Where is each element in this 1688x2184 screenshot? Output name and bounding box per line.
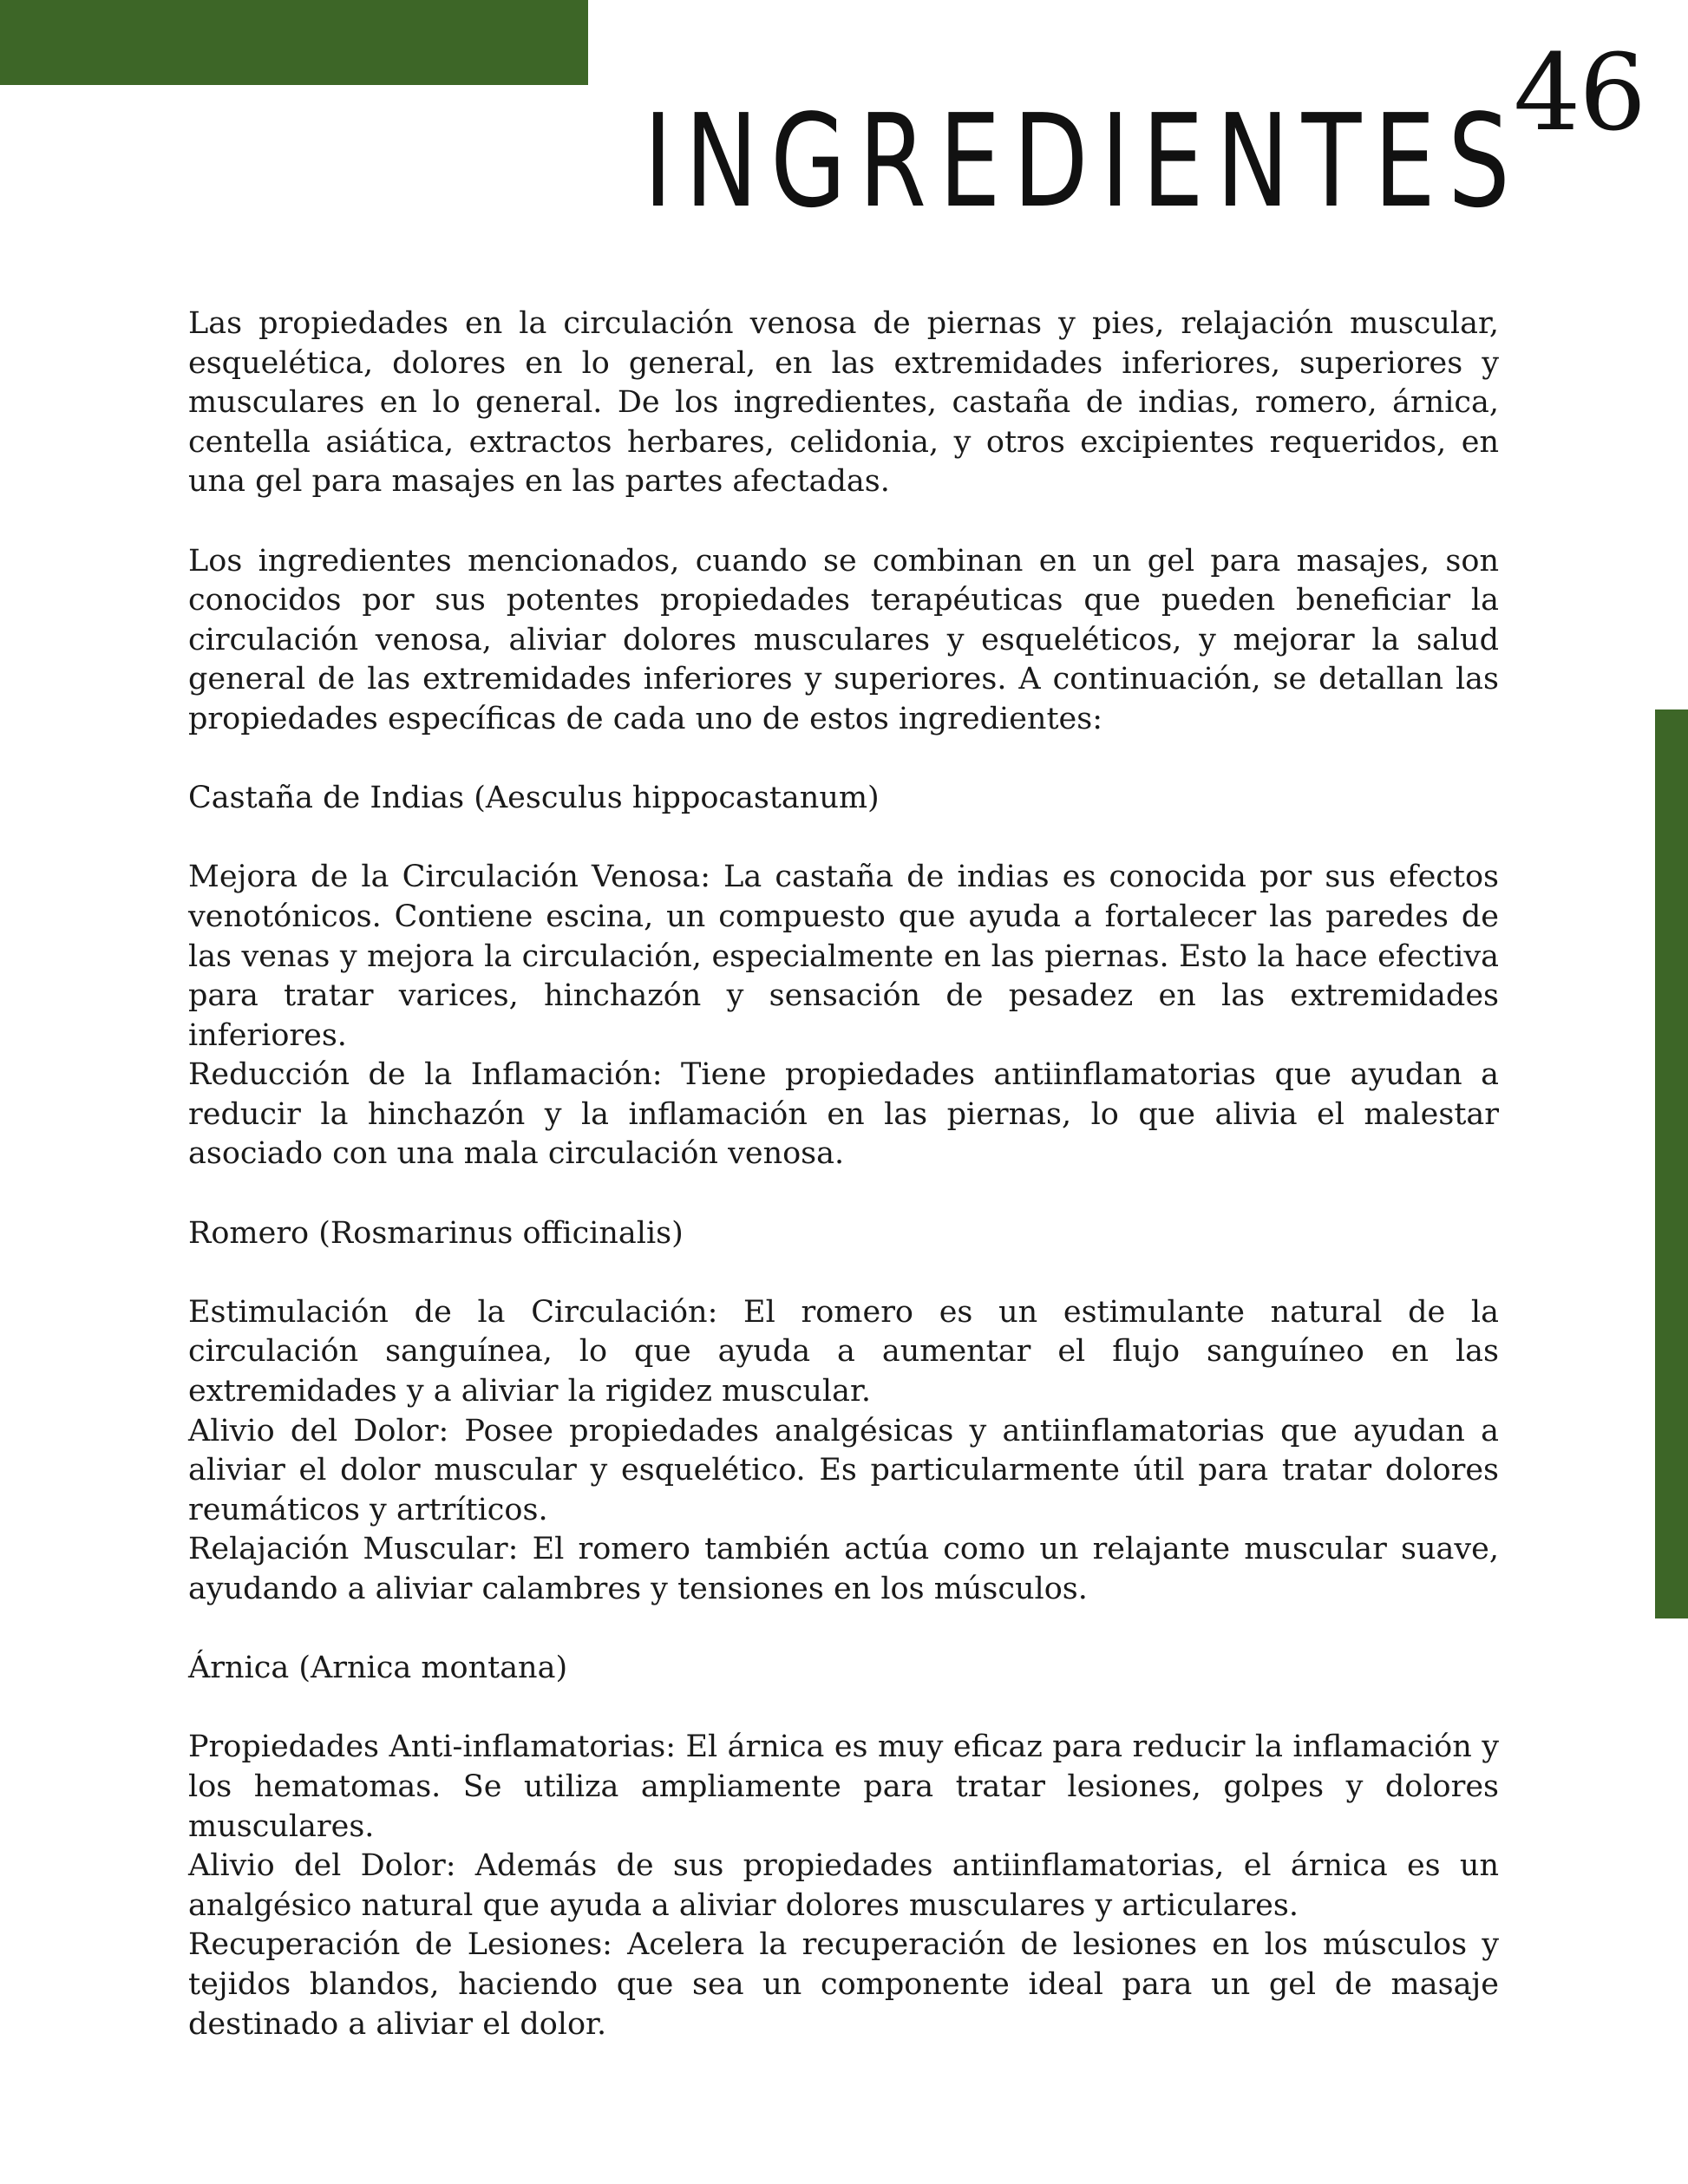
body-paragraph: Alivio del Dolor: Posee propiedades analgésicas y antiinflamatorias que ayudan a aliviar el dolor muscular y esquelético. Es particularmente útil para tratar dolores reumáticos y artríticos.	[188, 1413, 1499, 1527]
section-heading-romero: Romero (Rosmarinus officinalis)	[188, 1215, 684, 1251]
side-accent-bar	[1655, 709, 1688, 1618]
body-paragraph: Propiedades Anti-inflamatorias: El árnica es muy eficaz para reducir la inflamación y los hematomas. Se utiliza ampliamente para tratar lesiones, golpes y dolores musculares.	[188, 1730, 1499, 1844]
body-paragraph: Recuperación de Lesiones: Acelera la recuperación de lesiones en los músculos y tejidos blandos, haciendo que sea un componente ideal para un gel de masaje destinado a aliviar el dolor.	[188, 1927, 1499, 2042]
body-paragraph: Reducción de la Inflamación: Tiene propiedades antiinflamatorias que ayudan a reducir la hinchazón y la inflamación en las piernas, lo que alivia el malestar asociado con una mala circulación venosa.	[188, 1057, 1499, 1172]
page-title: INGREDIENTES	[644, 87, 1523, 236]
intro-paragraph: Las propiedades en la circulación venosa de piernas y pies, relajación muscular, esquelética, dolores en lo general, en las extremidades inferiores, superiores y musculares en lo general. De los ingredientes, castaña de indias, romero, árnica, centella asiática, extractos herbares, celidonia, y otros excipientes requeridos, en una gel para masajes en las partes afectadas.	[188, 306, 1499, 500]
top-accent-bar	[0, 0, 588, 85]
intro-paragraph: Los ingredientes mencionados, cuando se combinan en un gel para masajes, son conocidos por sus potentes propiedades terapéuticas que pueden beneficiar la circulación venosa, aliviar dolores musculares y esqueléticos, y mejorar la salud general de las extremidades inferiores y superiores. A continuación, se detallan las propiedades específicas de cada uno de estos ingredientes:	[188, 543, 1499, 736]
body-paragraph: Estimulación de la Circulación: El romero es un estimulante natural de la circulación sanguínea, lo que ayuda a aumentar el flujo sanguíneo en las extremidades y a aliviar la rigidez muscular.	[188, 1294, 1499, 1409]
body-paragraph: Alivio del Dolor: Además de sus propiedades antiinflamatorias, el árnica es un analgésico natural que ayuda a aliviar dolores musculares y articulares.	[188, 1848, 1499, 1923]
page-number: 46	[1513, 31, 1645, 154]
body-content	[188, 304, 1499, 2044]
section-heading-castana: Castaña de Indias (Aesculus hippocastanum)	[188, 781, 880, 816]
section-heading-arnica: Árnica (Arnica montana)	[188, 1651, 568, 1686]
body-paragraph: Mejora de la Circulación Venosa: La castaña de indias es conocida por sus efectos venotónicos. Contiene escina, un compuesto que ayuda a fortalecer las paredes de las venas y mejora la circulación, especialmente en las piernas. Esto la hace efectiva para tratar varices, hinchazón y sensación de pesadez en las extremidades inferiores.	[188, 860, 1499, 1053]
body-paragraph: Relajación Muscular: El romero también actúa como un relajante muscular suave, ayudando a aliviar calambres y tensiones en los músculos.	[188, 1532, 1499, 1606]
